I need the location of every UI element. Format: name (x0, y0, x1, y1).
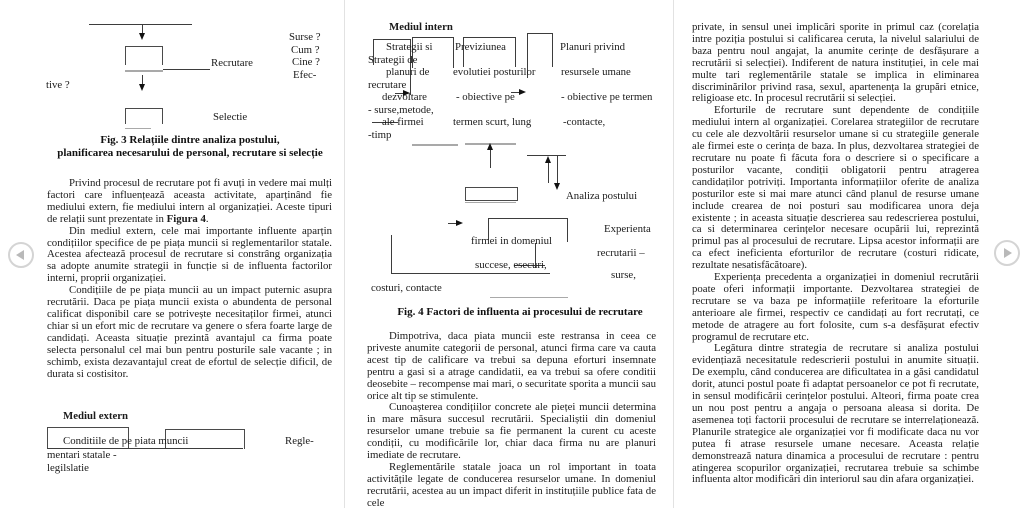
prev-page-button[interactable] (8, 242, 34, 268)
fig3-label-efec: Efec- (293, 69, 317, 81)
figure-3-caption-line1: Fig. 3 Relațiile dintre analiza postului, (100, 134, 280, 146)
fig4-label: -timp (368, 129, 392, 141)
connector-line (465, 202, 516, 203)
fig4-label: - obiective pe (456, 91, 515, 103)
fig4-label: evolutiei posturilor (453, 66, 536, 78)
arrow-down (557, 156, 558, 184)
paragraph: private, in sensul unei implicări sporite in primul caz (corelația intre poziția postului si calificarea ceruta, la nivelul salariului de baza pentru noul angajat, la anumite cerințe de desfășurare a recrutării si selecției). Indiferent de natura instituției, in cele mai multe tari reglementările statale se implica in eliminarea discriminărilor privind rasa, sexul, apartenența la grupări etnice, religioase etc. In procesul recrutării si selecției. (692, 21, 979, 105)
fig4-box-edge (488, 218, 567, 219)
fig4-label-costuri: costuri, contacte (371, 282, 442, 294)
connector-line (412, 144, 458, 146)
fig4-label-experienta: Experienta (604, 223, 651, 235)
right-column-text (692, 22, 979, 486)
fig4-label: Previziunea (455, 41, 506, 53)
middle-column-text (367, 331, 656, 508)
fig4-label: resursele umane (561, 66, 631, 78)
column-separator-left (344, 0, 345, 508)
fig4-label-recrutarii: recrutarii – (597, 247, 645, 259)
fig4-box-edge (463, 37, 515, 38)
paragraph: Cunoașterea condițiilor concrete ale pieței muncii determina in mare măsura succesul recrutării. Specialiștii din domeniul resurselor umane trebuie sa fie permanent la curent cu aceste condiții, cu modificările lor, chiar daca firma nu are planuri imediate de recrutare. (367, 401, 656, 462)
figura-4-reference: Figura 4 (166, 212, 206, 225)
arrow-down-head (139, 33, 145, 40)
fig4-box-edge (552, 33, 553, 67)
figure-3-caption-line2: planificarea necesarului de personal, recrutare si selecție (57, 147, 323, 159)
mediul-extern-regle: Regle- (285, 435, 314, 447)
arrow-down-head (554, 183, 560, 190)
figure-4-caption: Fig. 4 Factori de influenta ai procesului de recrutare (397, 306, 643, 318)
fig4-label: ale firmei (382, 116, 424, 128)
fig3-label-selectie: Selectie (213, 111, 248, 123)
connector-line (391, 273, 550, 274)
paragraph: Dimpotriva, daca piata muncii este restransa in ceea ce priveste anumite categorii de personal, atunci firma care va cauta acest tip de calificare va trebui sa depuna eforturi insemnate pentru a gasi si a atrage candidatii, ea va trebui sa ofere conditii deosebite – recompense mai mari, o securitate sporita a muncii sau orice alt tip se stimulente. (367, 330, 656, 402)
chevron-left-icon (16, 250, 24, 260)
fig4-label: Strategii si (386, 41, 433, 53)
fig4-label: Planuri privind (560, 41, 626, 53)
paragraph-text: . (205, 212, 209, 225)
fig4-label-surse: surse, (611, 269, 636, 281)
fig4-box-edge (453, 37, 454, 68)
fig4-box-edge (515, 37, 516, 67)
fig4-label-succese: succese, esecuri, (475, 259, 547, 271)
arrow-up (490, 147, 491, 168)
mediul-intern-heading: Mediul intern (389, 21, 453, 33)
arrow-down-head (139, 84, 145, 91)
fig3-label-cum: Cum ? (291, 44, 320, 56)
fig3-label-cine: Cine ? (292, 56, 320, 68)
fig3-box-selectie (125, 108, 163, 124)
paragraph: Experiența precedenta a organizației in domeniul recrutării poate oferi informații importante. Dezvoltarea strategiei de recrutare se va baza pe informațiile referitoare la eforturile anterioare ale firmei, respectiv ce candidați au fort recrutați, ce metode de atragere au fort folosite, cum s-a desfășurat efectiv programul de recrutare etc. (692, 271, 979, 343)
paragraph: Condițiile de pe piața muncii au un impact puternic asupra recrutării. Daca pe piața muncii exista o abundenta de personal calificat disponibil care se potrivește necesitaților firmei, atunci chiar si un efort mic de recrutare va genere o sfera foarte large de candidați. Aceasta situație prezintă avantajul ca firma poate selecta personalul cel mai bun pentru posturile sale vacante ; in schimb, exista dezavantajul creat de efortul de selecție dificil, de durata si costisitor. (47, 284, 332, 380)
mediul-extern-line2: mentari statale - (47, 449, 117, 461)
fig4-box-edge (412, 37, 453, 38)
column-separator-right (673, 0, 674, 508)
left-column-text (47, 178, 332, 380)
fig3-label-surse: Surse ? (289, 31, 321, 43)
paragraph: Legătura dintre strategia de recrutare si analiza postului evidențiază necesitatule redescrierii postului in anumite situații. De exemplu, când conducerea are dificultatea in a găsi candidatul dorit, atunci postul poate fi adaptat persoanelor ce pot fi recrutate, in sensul modificării cerințelor postului. Alteori, firma poate crea un nou post pentru a angaja o persoana aleasa si dorita. De asemenea toți factorii procesului de recrutare se interrelaționează. Planurile strategice ale organizației vor fi modificate daca nu vor putea fi atrase resursele umane necesare. Aceasta relație demonstrează natura dinamica a procesului de recrutare : pentru atingerea scopurilor organizației, recrutarea trebuie sa schimbe influenta altor modificări din interiorul sau din afara organizației. (692, 342, 979, 486)
mediul-extern-box-label: Conditiile de pe piata muncii (63, 435, 189, 447)
fig4-label: recrutare (368, 79, 407, 91)
paragraph: Din mediul extern, cele mai importante influente aparțin condițiilor specifice de pe piața muncii si reglementarilor statale. Acestea afectează procesul de recrutare si constrâng organizația sa adopte anumite strategii in funcție si de influenta factorilor interni, proprii organizației. (47, 224, 332, 285)
fig4-label: - obiective pe termen (561, 91, 653, 103)
paragraph-text: Privind procesul de recrutare pot fi avuți in vedere mai mulți factori care influențează aceasta activitate, aparținând fie mediului extern, fie mediului intern al organizației. Aceste tipuri de relații sunt prezentate in (47, 177, 332, 225)
fig4-label: Strategii de (368, 54, 418, 66)
fig3-label-recrutare: Recrutare (211, 57, 253, 69)
connector-line (89, 24, 192, 25)
fig4-label-analiza: Analiza postului (566, 190, 638, 202)
fig4-box-edge (527, 33, 552, 34)
connector-line (125, 70, 163, 72)
fig4-small-box (465, 187, 518, 201)
fig4-label: termen scurt, lung (453, 116, 532, 128)
paragraph: Reglementările statale joaca un rol important in toata activitățile legate de conducerea resurselor umane. In domeniul recrutării, acestea au un impact diferit in instituțiile publice fata de cele (367, 460, 656, 508)
mediul-extern-line3: legilslatie (47, 462, 89, 474)
fig3-label-tive: tive ? (46, 79, 70, 91)
figure-3-caption (40, 134, 340, 160)
arrow-up (548, 160, 549, 183)
connector-line (163, 69, 210, 70)
fig4-label: -contacte, (563, 116, 606, 128)
chevron-right-icon (1004, 248, 1012, 258)
mediul-extern-heading: Mediul extern (63, 410, 129, 422)
arrow-right-head (456, 220, 463, 226)
fig4-label: planuri de (386, 66, 430, 78)
connector-line (391, 235, 392, 273)
paragraph: Eforturile de recrutare sunt dependente de condițiile mediului intern al organizației. Corelarea strategiilor de recrutare cu cele ale dezvoltării resurselor umane si cu strategiile generale ale firmei este o cerința de baza. In plus, dezvoltarea strategiei de recrutare nu poate fi făcuta fora o descriere si o specificare a posturilor vacante, condiții obligatorii pentru atragerea candidaților potriviți. Importanta informațiilor oferite de analiza posturilor este si mai mare atunci când planul de resurse umane include crearea de noi posturi sau modificarea unora deja existente ; in aceasta situație descrierea sau redescrierea postului, ca si determinarea cerințelor necesare ocupării lui, reprezintă primul pas al procesului de recrutare. Lipsa acestor informații are ca efect ineficienta eforturilor de recrutare (costuri ridicate, rezultate nesatisfăcătoare). (692, 104, 979, 272)
fig4-label: dezvoltare (382, 91, 427, 103)
fig4-box-edge (567, 218, 568, 242)
arrow-up-head (487, 143, 493, 150)
paragraph (47, 178, 332, 226)
connector-line (490, 297, 568, 298)
connector-line (125, 128, 151, 129)
fig3-box-recrutare (125, 46, 163, 65)
fig4-box-edge (373, 39, 410, 40)
arrow-right-head (519, 89, 526, 95)
next-page-button[interactable] (994, 240, 1020, 266)
fig4-label: - surse,metode, (368, 104, 434, 116)
fig4-label-firmei: firmei in domeniul (471, 235, 552, 247)
arrow-up-head (545, 156, 551, 163)
